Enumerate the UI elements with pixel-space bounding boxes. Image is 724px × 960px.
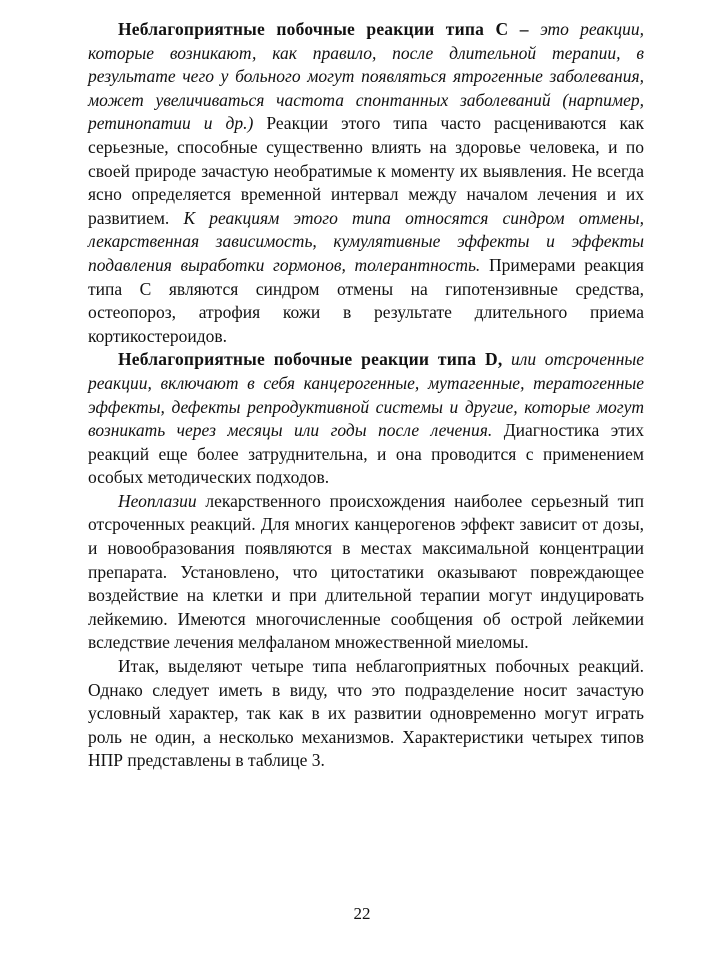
paragraph-text: Примерами реакция типа С являются синдром отмены на гипотензивные средства, остеопороз, атрофия кожи в результате длительного приема кортикостероидов.	[88, 254, 644, 346]
page-body	[88, 18, 644, 773]
paragraph-text: Итак, выделяют четыре типа неблагоприятных побочных реакций. Однако следует иметь в виду, что это подразделение носит зачастую условный характер, так как в их развитии одновременно могут играть роль не один, а несколько механизмов. Характеристики четырех типов НПР представлены в таблице 3.	[88, 656, 644, 771]
term-neoplasia: Неоплазии	[118, 490, 197, 511]
examples-type-c: К реакциям этого типа относятся синдром отмены, лекарственная зависимость, кумулятивные эффекты и эффекты подавления выработки гормонов, толерантность.	[88, 207, 644, 275]
paragraph-type-c	[88, 18, 644, 348]
heading-type-c: Неблагоприятные побочные реакции типа С	[118, 19, 509, 39]
definition-type-c: это реакции, которые возникают, как правило, после длительной терапии, в результате чего у больного могут появляться ятрогенные заболевания, может увеличиваться частота спонтанных заболеваний (нарпимер, ретинопатии и др.)	[88, 19, 644, 134]
paragraph-text: лекарственного происхождения наиболее серьезный тип отсроченных реакций. Для многих канцерогенов эффект зависит от дозы, и новообразования появляются в местах максимальной концентрации препарата. Установлено, что цитостатики оказывают повреждающее воздействие на клетки и при длительной терапии могут индуцировать лейкемию. Имеются многочисленные сообщения об острой лейкемии вследствие лечения мелфаланом множественной миеломы.	[88, 490, 644, 653]
paragraph-type-d	[88, 348, 644, 490]
definition-type-d: или отсроченные реакции, включают в себя канцерогенные, мутагенные, тератогенные эффекты, дефекты репродуктивной системы и другие, которые могут возникать через месяцы или годы после лечения.	[88, 349, 644, 441]
paragraph-text: Реакции этого типа часто расцениваются как серьезные, способные существенно влиять на здоровье человека, и по своей природе зачастую необратимые к моменту их выявления. Не всегда ясно определяется временной интервал между началом лечения и их развитием.	[88, 113, 644, 228]
page-number: 22	[353, 904, 371, 923]
heading-dash: –	[508, 19, 541, 39]
paragraph-neoplasia	[88, 490, 644, 655]
paragraph-summary	[88, 655, 644, 773]
heading-type-d: Неблагоприятные побочные реакции типа D,	[118, 349, 503, 370]
paragraph-text: Диагностика этих реакций еще более затруднительна, и она проводится с применением особых методических подходов.	[88, 420, 644, 488]
